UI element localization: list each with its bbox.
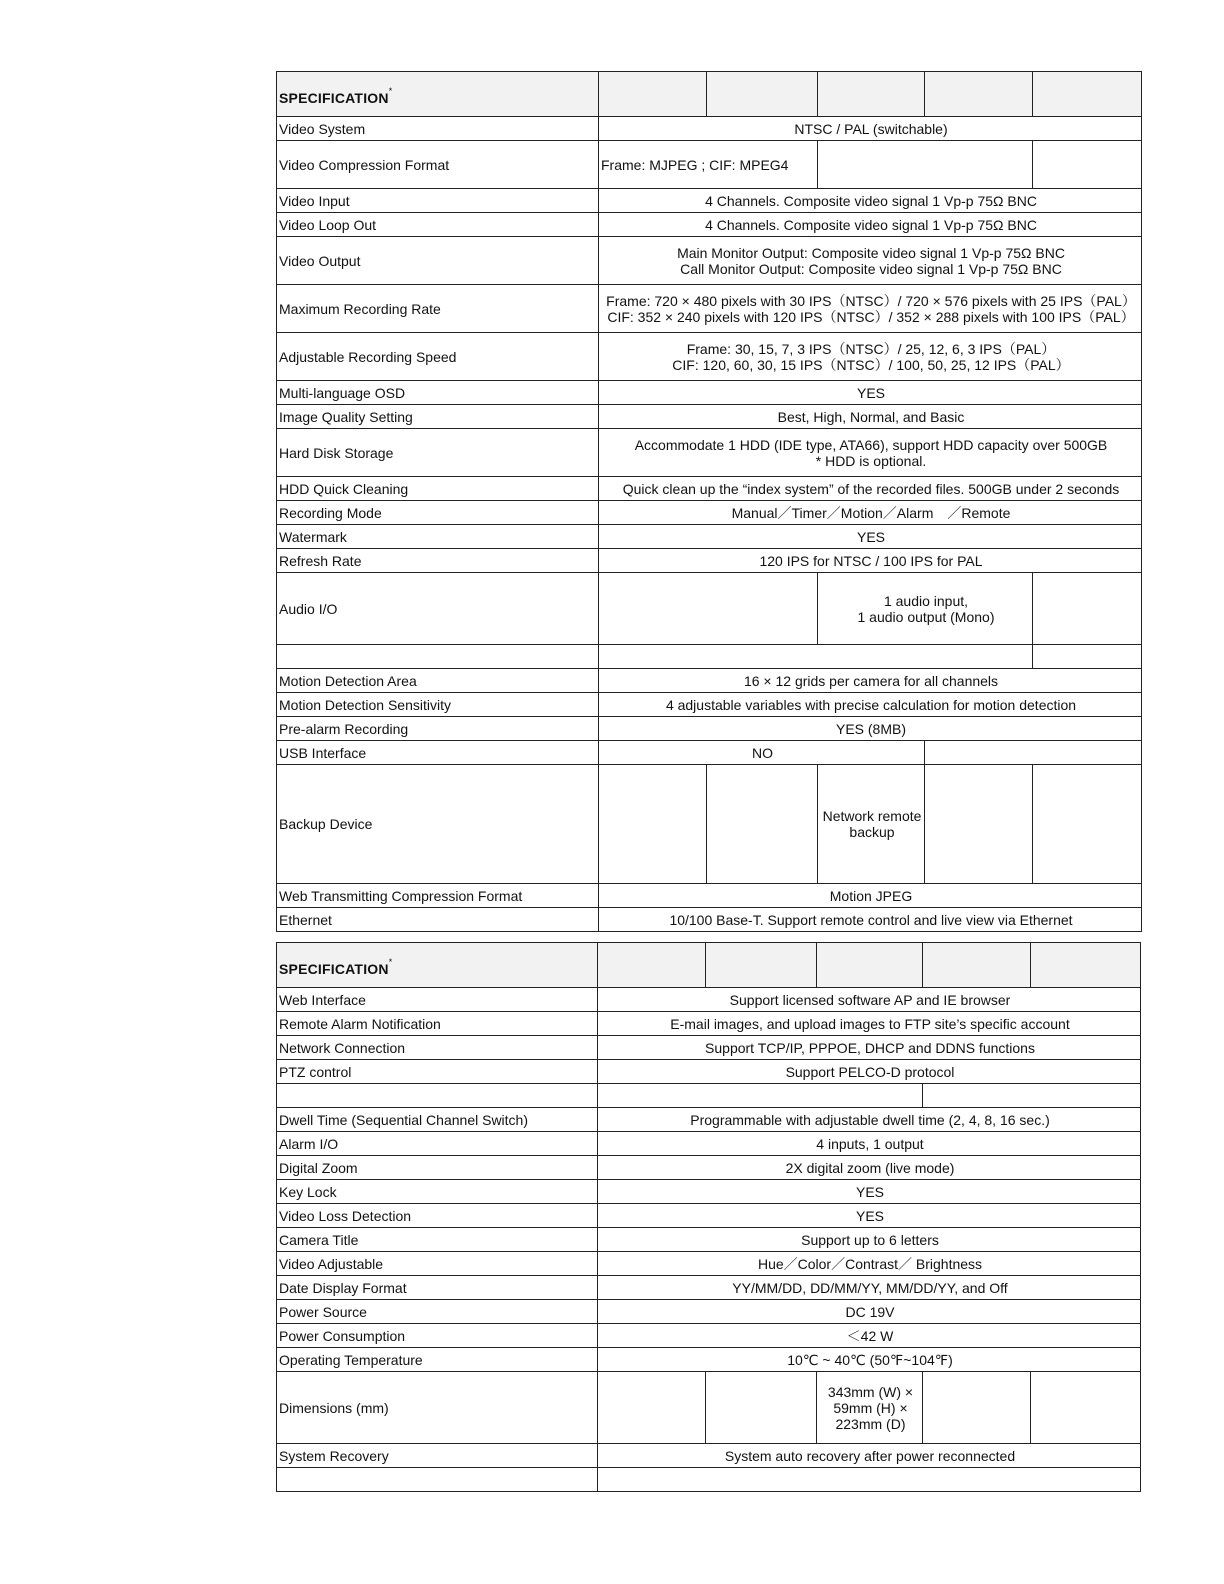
row-label: Camera Title	[277, 1228, 598, 1252]
table-row-empty	[277, 1468, 1141, 1492]
row-value: Network remote backup	[818, 765, 925, 884]
row-value: 16 × 12 grids per camera for all channels	[599, 669, 1142, 693]
row-label: Remote Alarm Notification	[277, 1012, 598, 1036]
row-value: Support PELCO-D protocol	[598, 1060, 1141, 1084]
row-label: Watermark	[277, 525, 599, 549]
row-label: Maximum Recording Rate	[277, 285, 599, 333]
table-row	[277, 1204, 1141, 1228]
row-value: ＜42 W	[598, 1324, 1141, 1348]
row-label: Alarm I/O	[277, 1132, 598, 1156]
row-label: HDD Quick Cleaning	[277, 477, 599, 501]
row-label: Motion Detection Sensitivity	[277, 693, 599, 717]
row-label: Web Transmitting Compression Format	[277, 884, 599, 908]
row-label: Dimensions (mm)	[277, 1372, 598, 1444]
table-row	[277, 525, 1142, 549]
row-value: 4 adjustable variables with precise calculation for motion detection	[599, 693, 1142, 717]
table-row	[277, 1300, 1141, 1324]
row-label: Motion Detection Area	[277, 669, 599, 693]
table-row	[277, 1252, 1141, 1276]
row-label: Backup Device	[277, 765, 599, 884]
row-label: Audio I/O	[277, 573, 599, 645]
row-value: YES	[599, 381, 1142, 405]
table-row	[277, 429, 1142, 477]
row-label: Date Display Format	[277, 1276, 598, 1300]
row-label: PTZ control	[277, 1060, 598, 1084]
row-label: System Recovery	[277, 1444, 598, 1468]
table-row-empty	[277, 1084, 1141, 1108]
row-label: Operating Temperature	[277, 1348, 598, 1372]
table-row	[277, 141, 1142, 189]
row-value: 343mm (W) × 59mm (H) × 223mm (D)	[817, 1372, 923, 1444]
row-label: Power Consumption	[277, 1324, 598, 1348]
row-label: Hard Disk Storage	[277, 429, 599, 477]
row-value: 120 IPS for NTSC / 100 IPS for PAL	[599, 549, 1142, 573]
row-value: YES	[598, 1204, 1141, 1228]
row-value: NO	[599, 741, 925, 765]
spec-table-2	[276, 942, 1141, 1492]
table-row	[277, 1228, 1141, 1252]
row-value: 4 Channels. Composite video signal 1 Vp-p 75Ω BNC	[599, 189, 1142, 213]
table-row	[277, 477, 1142, 501]
table-row	[277, 333, 1142, 381]
row-label: Video Output	[277, 237, 599, 285]
row-value: YES	[599, 525, 1142, 549]
row-value: Accommodate 1 HDD (IDE type, ATA66), support HDD capacity over 500GB * HDD is optional.	[599, 429, 1142, 477]
table-row	[277, 117, 1142, 141]
row-value: Manual／Timer／Motion／Alarm ／Remote	[599, 501, 1142, 525]
row-value: Hue／Color／Contrast／ Brightness	[598, 1252, 1141, 1276]
table-row	[277, 1180, 1141, 1204]
row-value: Quick clean up the “index system” of the recorded files. 500GB under 2 seconds	[599, 477, 1142, 501]
row-value: 10℃ ~ 40℃ (50℉~104℉)	[598, 1348, 1141, 1372]
table-row	[277, 1156, 1141, 1180]
row-label: Key Lock	[277, 1180, 598, 1204]
row-label: Digital Zoom	[277, 1156, 598, 1180]
row-label: Video Loop Out	[277, 213, 599, 237]
row-value: Frame: 720 × 480 pixels with 30 IPS（NTSC）/ 720 × 576 pixels with 25 IPS（PAL） CIF: 352 × 240 pixels with 120 IPS（NTSC）/ 352 × 288 pixels with 100 IPS（PAL）	[599, 285, 1142, 333]
table-row	[277, 237, 1142, 285]
row-value: YES	[598, 1180, 1141, 1204]
row-label: Video Compression Format	[277, 141, 599, 189]
table-row	[277, 1012, 1141, 1036]
row-value: Frame: MJPEG ; CIF: MPEG4	[599, 141, 818, 189]
table-row	[277, 573, 1142, 645]
row-label: USB Interface	[277, 741, 599, 765]
row-label: Web Interface	[277, 988, 598, 1012]
row-value: Best, High, Normal, and Basic	[599, 405, 1142, 429]
row-value: 1 audio input, 1 audio output (Mono)	[818, 573, 1033, 645]
spec-title: SPECIFICATION*	[277, 72, 599, 117]
row-label: Image Quality Setting	[277, 405, 599, 429]
row-value: NTSC / PAL (switchable)	[599, 117, 1142, 141]
row-label: Refresh Rate	[277, 549, 599, 573]
spec-table-1	[276, 71, 1142, 932]
table-row	[277, 741, 1142, 765]
row-value: DC 19V	[598, 1300, 1141, 1324]
row-value: E-mail images, and upload images to FTP site’s specific account	[598, 1012, 1141, 1036]
row-value: 10/100 Base-T. Support remote control and live view via Ethernet	[599, 908, 1142, 932]
row-value: System auto recovery after power reconnected	[598, 1444, 1141, 1468]
table-row	[277, 549, 1142, 573]
table-row	[277, 1444, 1141, 1468]
row-label: Recording Mode	[277, 501, 599, 525]
row-label: Video Adjustable	[277, 1252, 598, 1276]
table-row	[277, 1036, 1141, 1060]
row-label: Video Loss Detection	[277, 1204, 598, 1228]
row-label: Network Connection	[277, 1036, 598, 1060]
row-value: 4 inputs, 1 output	[598, 1132, 1141, 1156]
table-row	[277, 501, 1142, 525]
table-header-row	[277, 72, 1142, 117]
row-value: Motion JPEG	[599, 884, 1142, 908]
table-row-empty	[277, 645, 1142, 669]
row-label: Multi-language OSD	[277, 381, 599, 405]
table-row	[277, 1108, 1141, 1132]
table-row	[277, 1276, 1141, 1300]
row-label: Power Source	[277, 1300, 598, 1324]
table-row	[277, 1348, 1141, 1372]
row-value: Support TCP/IP, PPPOE, DHCP and DDNS functions	[598, 1036, 1141, 1060]
row-label: Video System	[277, 117, 599, 141]
row-label: Dwell Time (Sequential Channel Switch)	[277, 1108, 598, 1132]
table-row	[277, 1060, 1141, 1084]
table-row	[277, 988, 1141, 1012]
row-value: Support up to 6 letters	[598, 1228, 1141, 1252]
table-row	[277, 1372, 1141, 1444]
row-value: 2X digital zoom (live mode)	[598, 1156, 1141, 1180]
table-row	[277, 1324, 1141, 1348]
spec-title: SPECIFICATION*	[277, 943, 598, 988]
row-label: Ethernet	[277, 908, 599, 932]
row-value: YES (8MB)	[599, 717, 1142, 741]
table-row	[277, 189, 1142, 213]
row-value: Programmable with adjustable dwell time (2, 4, 8, 16 sec.)	[598, 1108, 1141, 1132]
table-row	[277, 669, 1142, 693]
table-row	[277, 405, 1142, 429]
row-value: YY/MM/DD, DD/MM/YY, MM/DD/YY, and Off	[598, 1276, 1141, 1300]
table-row	[277, 693, 1142, 717]
table-header-row	[277, 943, 1141, 988]
table-row	[277, 1132, 1141, 1156]
table-row	[277, 884, 1142, 908]
table-row	[277, 381, 1142, 405]
row-value: Frame: 30, 15, 7, 3 IPS（NTSC）/ 25, 12, 6, 3 IPS（PAL） CIF: 120, 60, 30, 15 IPS（NTSC）/ 100, 50, 25, 12 IPS（PAL）	[599, 333, 1142, 381]
table-row	[277, 908, 1142, 932]
row-label: Pre-alarm Recording	[277, 717, 599, 741]
row-value: Main Monitor Output: Composite video signal 1 Vp-p 75Ω BNC Call Monitor Output: Composite video signal 1 Vp-p 75Ω BNC	[599, 237, 1142, 285]
row-label: Adjustable Recording Speed	[277, 333, 599, 381]
table-row	[277, 717, 1142, 741]
row-value: 4 Channels. Composite video signal 1 Vp-p 75Ω BNC	[599, 213, 1142, 237]
table-row	[277, 765, 1142, 884]
table-row	[277, 213, 1142, 237]
row-label: Video Input	[277, 189, 599, 213]
table-row	[277, 285, 1142, 333]
row-value: Support licensed software AP and IE browser	[598, 988, 1141, 1012]
